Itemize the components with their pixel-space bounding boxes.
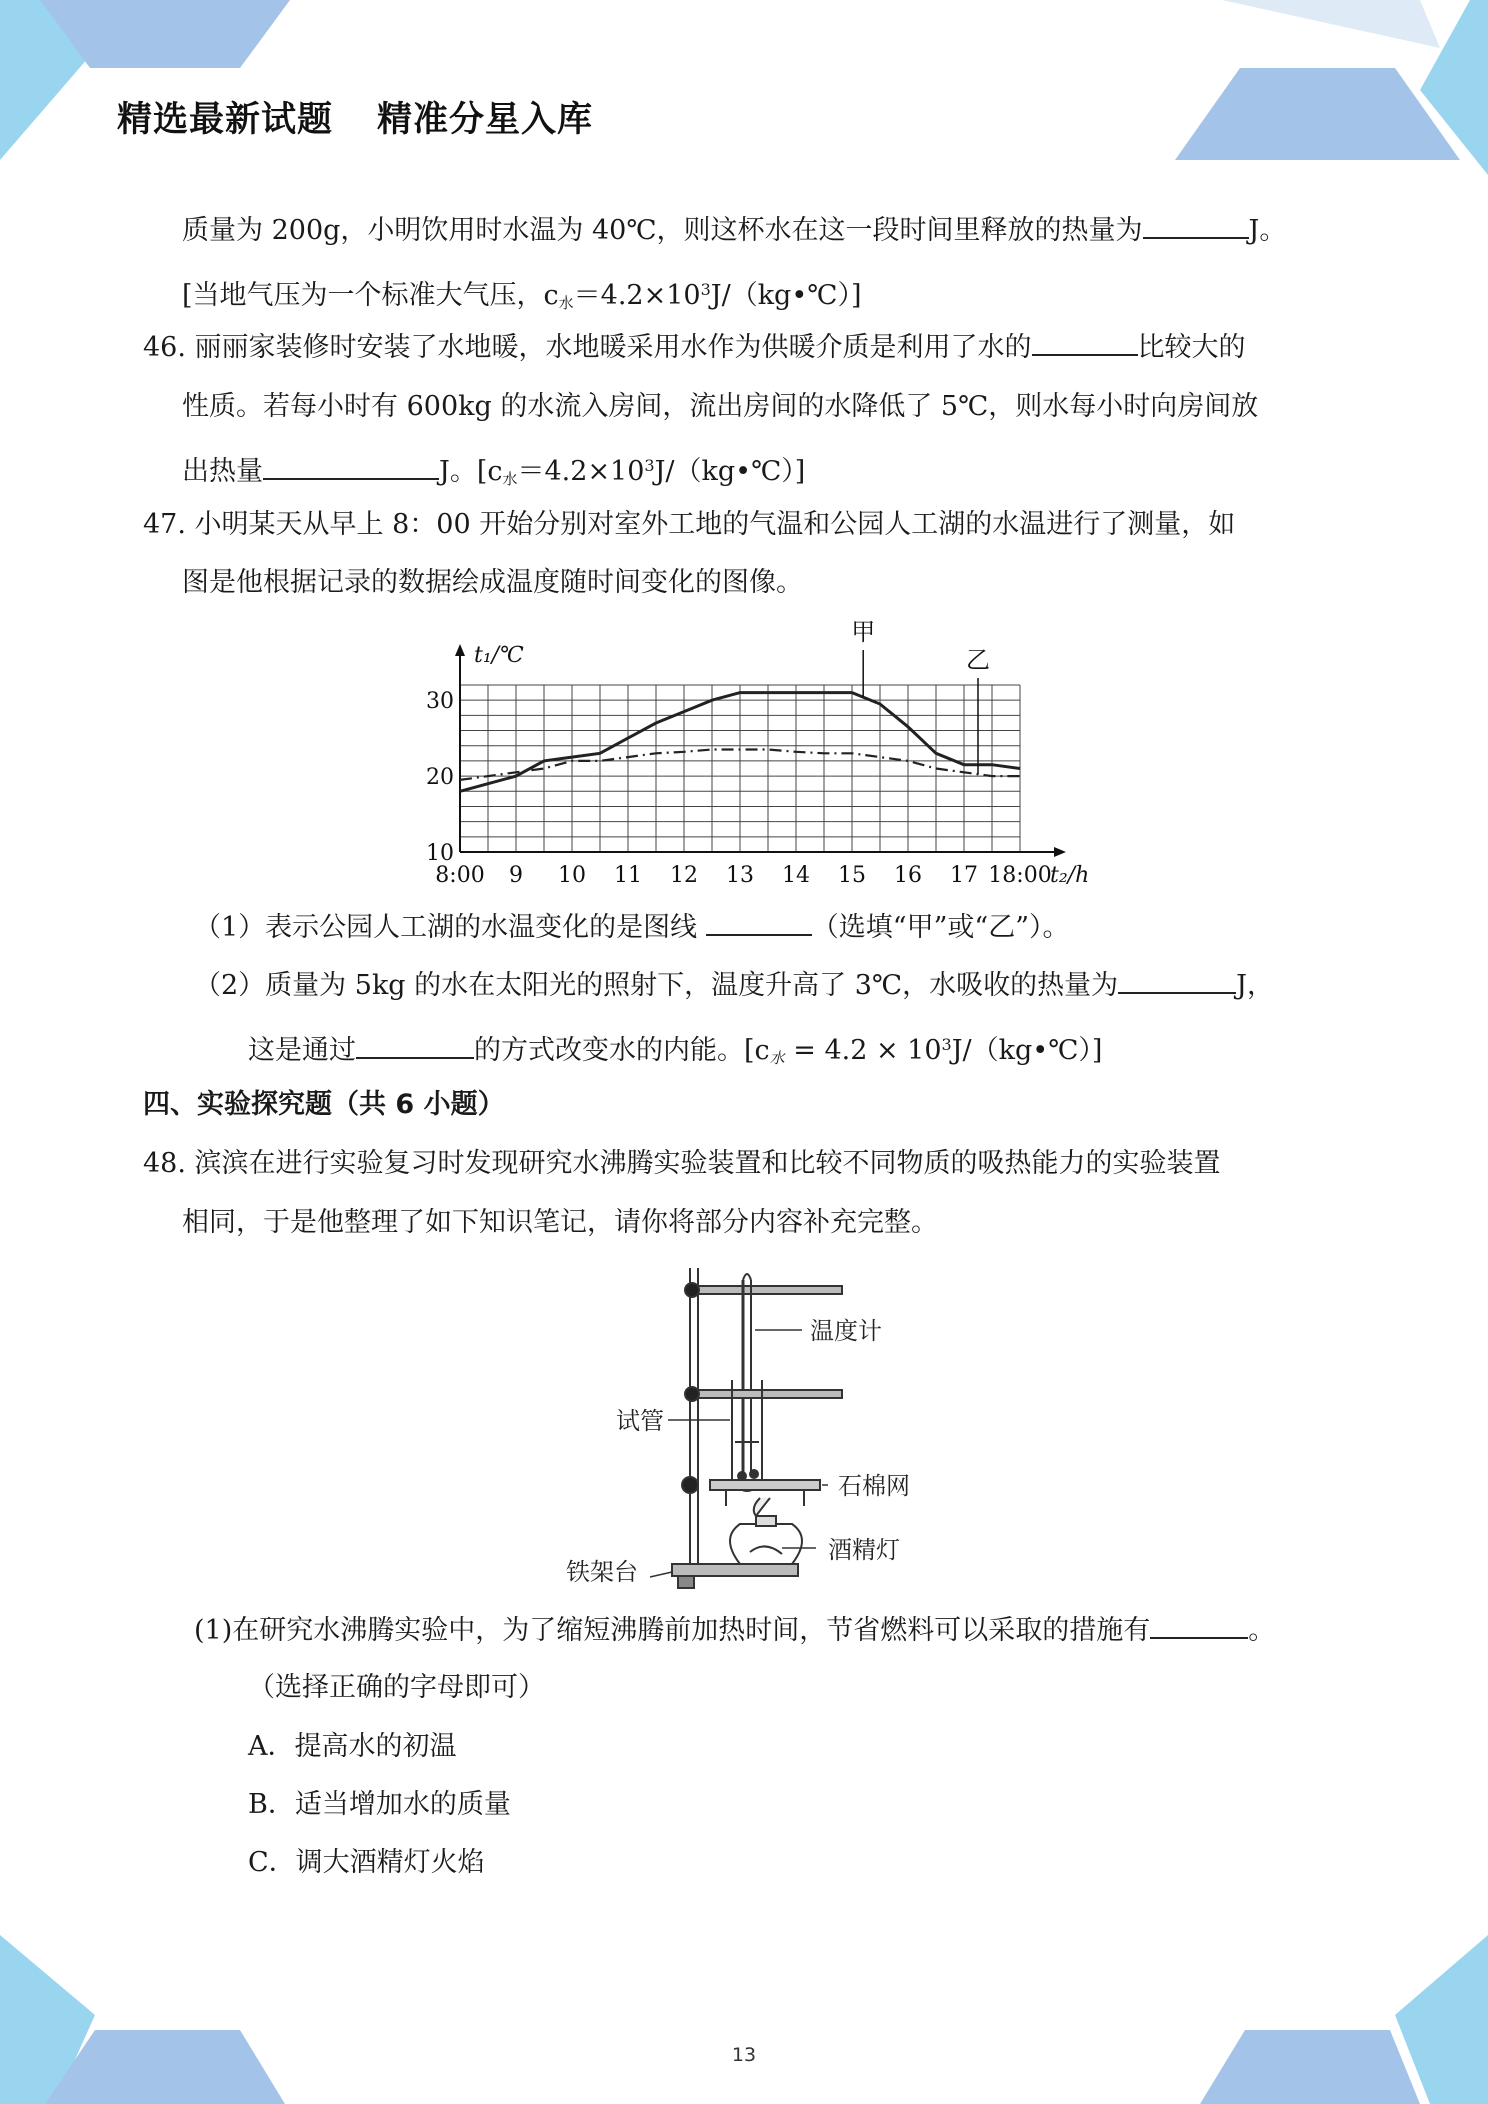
x-tick-label: 16 (894, 863, 922, 888)
option-c: C．调大酒精灯火焰 (248, 1847, 485, 1878)
q47-line-2: 图是他根据记录的数据绘成温度随时间变化的图像。 (182, 567, 803, 598)
asbestos-net-shape (710, 1480, 820, 1490)
x-tick-label: 17 (950, 863, 978, 888)
q48-line-1: 48. 滨滨在进行实验复习时发现研究水沸腾实验装置和比较不同物质的吸热能力的实验装置 (143, 1148, 1221, 1179)
y-tick-label: 30 (426, 689, 454, 715)
x-tick-label: 15 (838, 863, 866, 888)
q47-part2-line2: 这是通过 的方式改变水的内能。[$c_水 = 4.2$ × $10^3J/(kg•℃)$] (248, 1035, 1103, 1067)
answer-blank[interactable] (706, 910, 812, 936)
series-label: 甲 (851, 618, 876, 646)
stand-base (672, 1564, 798, 1576)
x-tick-label: 10 (558, 863, 586, 888)
x-tick-label: 13 (726, 863, 754, 888)
q46-line-1: 46. 丽丽家装修时安装了水地暖，水地暖采用水作为供暖介质是利用了水的 比较大的 (143, 332, 1246, 363)
x-axis-label: t₂/h (1050, 863, 1090, 888)
y-tick-label: 10 (426, 841, 454, 866)
y-axis-arrow (455, 644, 465, 656)
q48-part1: (1)在研究水沸腾实验中，为了缩短沸腾前加热时间，节省燃料可以采取的措施有 。 (194, 1615, 1276, 1646)
x-tick-label: 12 (670, 863, 698, 888)
q47-part1: （1）表示公园人工湖的水温变化的是图线 （选填“甲”或“乙”）。 (194, 912, 1070, 943)
answer-blank[interactable] (1032, 330, 1138, 356)
section-heading: 四、实验探究题（共 6 小题） (143, 1089, 505, 1120)
x-tick-label: 18:00 (988, 863, 1052, 888)
answer-blank[interactable] (263, 454, 439, 480)
header-title-left: 精选最新试题 (117, 100, 334, 140)
x-tick-label: 9 (509, 863, 523, 888)
label-test-tube: 试管 (616, 1407, 664, 1435)
q46-line-3: 出热量 J。$[c_水=4.2\times 10^3J/(kg•℃)]$ (182, 456, 806, 488)
x-tick-label: 11 (614, 863, 642, 888)
q47-line-1: 47. 小明某天从早上 8：00 开始分别对室外工地的气温和公园人工湖的水温进行了测量，如 (143, 509, 1236, 540)
page-header-title (117, 92, 593, 142)
x-axis-arrow (1054, 847, 1066, 857)
option-b: B．适当增加水的质量 (248, 1789, 511, 1820)
label-alcohol-lamp: 酒精灯 (828, 1536, 900, 1564)
answer-blank[interactable] (1143, 213, 1249, 239)
label-iron-stand: 铁架台 (566, 1558, 638, 1586)
y-axis-label: t₁/℃ (474, 643, 524, 668)
q48-line-2: 相同，于是他整理了如下知识笔记，请你将部分内容补充完整。 (182, 1207, 938, 1238)
temperature-chart (426, 612, 1120, 894)
answer-blank[interactable] (356, 1033, 474, 1059)
top-clamp (692, 1286, 842, 1294)
boiling-apparatus-figure (560, 1262, 940, 1602)
answer-blank[interactable] (1150, 1613, 1248, 1639)
series-label: 乙 (966, 646, 990, 674)
q46-line-2: 性质。若每小时有 600kg 的水流入房间，流出房间的水降低了 5℃，则水每小时向房间放 (182, 391, 1259, 422)
x-tick-label: 14 (782, 863, 810, 888)
q45-line-1: 质量为 200g，小明饮用时水温为 40℃，则这杯水在这一段时间里释放的热量为 J。 (182, 215, 1287, 246)
y-tick-label: 20 (426, 765, 454, 791)
page-number: 13 (731, 2044, 757, 2066)
q48-part1-hint: （选择正确的字母即可） (248, 1672, 545, 1703)
option-a: A．提高水的初温 (248, 1731, 457, 1762)
x-tick-label: 8:00 (435, 863, 485, 888)
answer-blank[interactable] (1118, 968, 1236, 994)
middle-clamp (692, 1390, 842, 1398)
q47-part2: （2）质量为 5kg 的水在太阳光的照射下，温度升高了 3℃，水吸收的热量为 J， (194, 970, 1274, 1001)
q45-line-2: [当地气压为一个标准大气压，$c_水=4.2\times 10^3J/(kg•℃)$] (182, 280, 862, 312)
label-thermometer: 温度计 (810, 1317, 882, 1345)
label-asbestos-net: 石棉网 (838, 1472, 910, 1500)
header-title-right: 精准分星入库 (377, 100, 594, 140)
